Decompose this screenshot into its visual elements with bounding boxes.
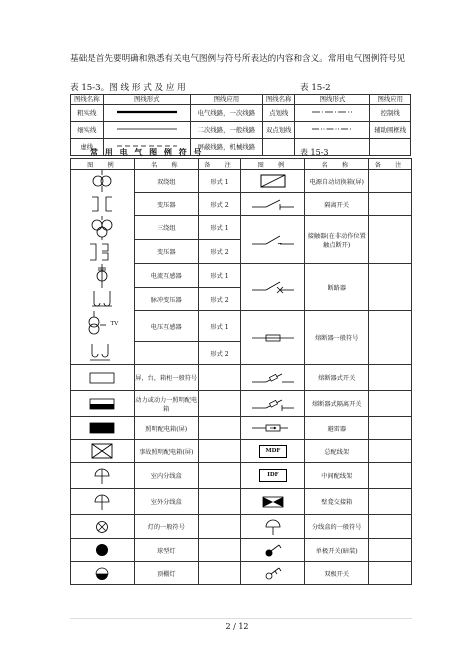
symbol-name: 动力或动力一照明配电箱	[134, 391, 198, 417]
line-usage: 屏蔽线路，机械线路	[190, 139, 262, 156]
table-15-2-number: 表 15-2	[300, 83, 331, 93]
header-cell: 图 例	[241, 159, 305, 170]
circuit-breaker-icon	[241, 264, 305, 311]
intermediate-distribution-frame-icon	[241, 463, 305, 489]
transformer-form2-icon	[71, 193, 135, 216]
symbol-note: 形式 1	[198, 311, 241, 342]
symbol-note: 形式 2	[198, 342, 241, 365]
current-transformer-icon	[71, 264, 135, 288]
header-cell: 图线名称	[71, 95, 104, 105]
symbol-note: 形式 1	[198, 264, 241, 288]
symbol-name: 分线盒的一般符号	[305, 515, 369, 539]
main-distribution-frame-icon	[241, 440, 305, 463]
symbol-name: 事故照明配电箱(屏)	[134, 440, 198, 463]
fuse-switch-icon	[241, 365, 305, 391]
voltage-transformer-form2-icon	[71, 342, 135, 365]
page-number: 2 / 12	[225, 622, 249, 631]
wall-cross-connect-box-icon	[241, 489, 305, 515]
thin-solid-line-sample	[103, 122, 190, 139]
emergency-lighting-box-icon	[71, 440, 135, 463]
symbol-note	[198, 489, 241, 515]
symbol-note: 形式 2	[198, 288, 241, 311]
symbol-note	[369, 562, 412, 585]
thick-solid-line-sample	[103, 105, 190, 122]
line-name: 虚线	[71, 139, 104, 156]
ceiling-lamp-icon	[71, 562, 135, 585]
symbol-name: 顶棚灯	[134, 562, 198, 585]
symbol-name	[134, 342, 198, 365]
two-winding-transformer-icon	[71, 170, 135, 193]
symbol-name: 电源自动切换箱(屏)	[305, 170, 369, 193]
empty-cell	[262, 139, 295, 156]
symbol-name: 室内分线盒	[134, 463, 198, 489]
line-name: 点划线	[262, 105, 295, 122]
symbol-name: 隔离开关	[305, 193, 369, 216]
fuse-icon	[241, 311, 305, 365]
line-usage: 二次线路，一般线路	[190, 122, 262, 139]
junction-box-general-icon	[241, 515, 305, 539]
symbol-name: 照明配电箱(屏)	[134, 417, 198, 440]
header-cell: 图 例	[71, 159, 135, 170]
three-winding-form2-icon	[71, 240, 135, 264]
dash-dot-line-sample	[295, 105, 370, 122]
three-winding-transformer-icon	[71, 216, 135, 240]
intro-paragraph: 基础是首先要明确和熟悉有关电气图例与符号所表达的内容和含义。常用电气图例符号见	[70, 54, 406, 64]
header-cell: 名 称	[305, 159, 369, 170]
symbol-name: 中间配线架	[305, 463, 369, 489]
double-dash-dot-line-sample	[295, 122, 370, 139]
power-distribution-box-icon	[71, 391, 135, 417]
symbol-note: 形式 1	[198, 170, 241, 193]
symbol-note	[369, 539, 412, 562]
lighting-distribution-box-icon	[71, 417, 135, 440]
symbol-note: 形式 1	[198, 216, 241, 240]
symbol-note	[369, 216, 412, 264]
pulse-transformer-icon	[71, 288, 135, 311]
header-cell: 名 称	[134, 159, 198, 170]
symbol-note	[369, 170, 412, 193]
symbol-name: 室外分线盒	[134, 489, 198, 515]
symbol-name: 单极开关(暗装)	[305, 539, 369, 562]
contactor-icon	[241, 216, 305, 264]
lamp-icon	[71, 515, 135, 539]
line-usage: 控制线	[370, 105, 411, 122]
mdf-label: MDF	[259, 445, 287, 458]
isolating-switch-icon	[241, 193, 305, 216]
symbol-name: 断路器	[305, 264, 369, 311]
footer-rule	[70, 618, 412, 619]
panel-cabinet-icon	[71, 365, 135, 391]
symbol-name: 熔断器式开关	[305, 365, 369, 391]
symbol-note	[198, 515, 241, 539]
header-cell: 图线形式	[295, 95, 370, 105]
idf-label: IDF	[259, 469, 287, 482]
symbol-note: 形式 2	[198, 240, 241, 264]
symbol-note	[369, 417, 412, 440]
symbol-name: 屏，台，箱柜一般符号	[134, 365, 198, 391]
symbol-note	[369, 463, 412, 489]
symbol-note	[369, 489, 412, 515]
table-15-3-number: 表 15-3	[300, 148, 329, 157]
symbol-name: 变压器	[134, 240, 198, 264]
surge-arrester-icon	[241, 417, 305, 440]
auto-transfer-box-icon	[241, 170, 305, 193]
symbol-note	[369, 311, 412, 365]
symbol-name: 双极开关	[305, 562, 369, 585]
header-cell: 备 注	[198, 159, 241, 170]
symbol-note	[369, 365, 412, 391]
outdoor-junction-box-icon	[71, 489, 135, 515]
symbol-name: 三绕组	[134, 216, 198, 240]
symbol-name: 避雷器	[305, 417, 369, 440]
line-name: 细实线	[71, 122, 104, 139]
line-name: 粗实线	[71, 105, 104, 122]
header-cell: 图线形式	[103, 95, 190, 105]
symbol-note	[369, 391, 412, 417]
symbol-name: 总配线架	[305, 440, 369, 463]
symbol-note	[198, 463, 241, 489]
symbol-note	[198, 417, 241, 440]
symbol-name: 接触器(在非动作位置触点断开)	[305, 216, 369, 264]
header-cell: 图线应用	[190, 95, 262, 105]
symbol-note	[369, 440, 412, 463]
symbol-note	[198, 562, 241, 585]
line-usage: 电气线路，一次线路	[190, 105, 262, 122]
symbol-note	[198, 365, 241, 391]
empty-cell	[370, 139, 411, 156]
symbol-note	[198, 440, 241, 463]
single-pole-switch-icon	[241, 539, 305, 562]
globe-lamp-icon	[71, 539, 135, 562]
voltage-transformer-icon	[71, 311, 135, 342]
symbol-name: 球型灯	[134, 539, 198, 562]
symbol-name: 双绕组	[134, 170, 198, 193]
line-name: 双点划线	[262, 122, 295, 139]
symbol-name: 电压互感器	[134, 311, 198, 342]
tv-label: TV	[110, 320, 119, 327]
symbol-note	[198, 539, 241, 562]
symbol-name: 壁龛交接箱	[305, 489, 369, 515]
symbol-name: 熔断器一般符号	[305, 311, 369, 365]
indoor-junction-box-icon	[71, 463, 135, 489]
symbol-name: 脉冲变压器	[134, 288, 198, 311]
symbol-note: 形式 2	[198, 193, 241, 216]
table-15-3-caption: 常 用 电 气 图 例 符 号	[90, 147, 204, 157]
symbol-name: 电流互感器	[134, 264, 198, 288]
line-usage: 辅助围框线	[370, 122, 411, 139]
header-cell: 图线应用	[370, 95, 411, 105]
header-cell: 图线名称	[262, 95, 295, 105]
symbol-name: 变压器	[134, 193, 198, 216]
symbol-name: 灯的一般符号	[134, 515, 198, 539]
symbol-note	[369, 264, 412, 311]
table-15-2-caption: 表 15-3。图 线 形 式 及 应 用	[70, 83, 186, 93]
header-cell: 备 注	[369, 159, 412, 170]
double-pole-switch-icon	[241, 562, 305, 585]
symbol-note	[369, 515, 412, 539]
electrical-symbol-table	[70, 158, 412, 585]
symbol-note	[198, 391, 241, 417]
symbol-note	[369, 193, 412, 216]
fuse-isolating-switch-icon	[241, 391, 305, 417]
symbol-name: 熔断器式隔离开关	[305, 391, 369, 417]
